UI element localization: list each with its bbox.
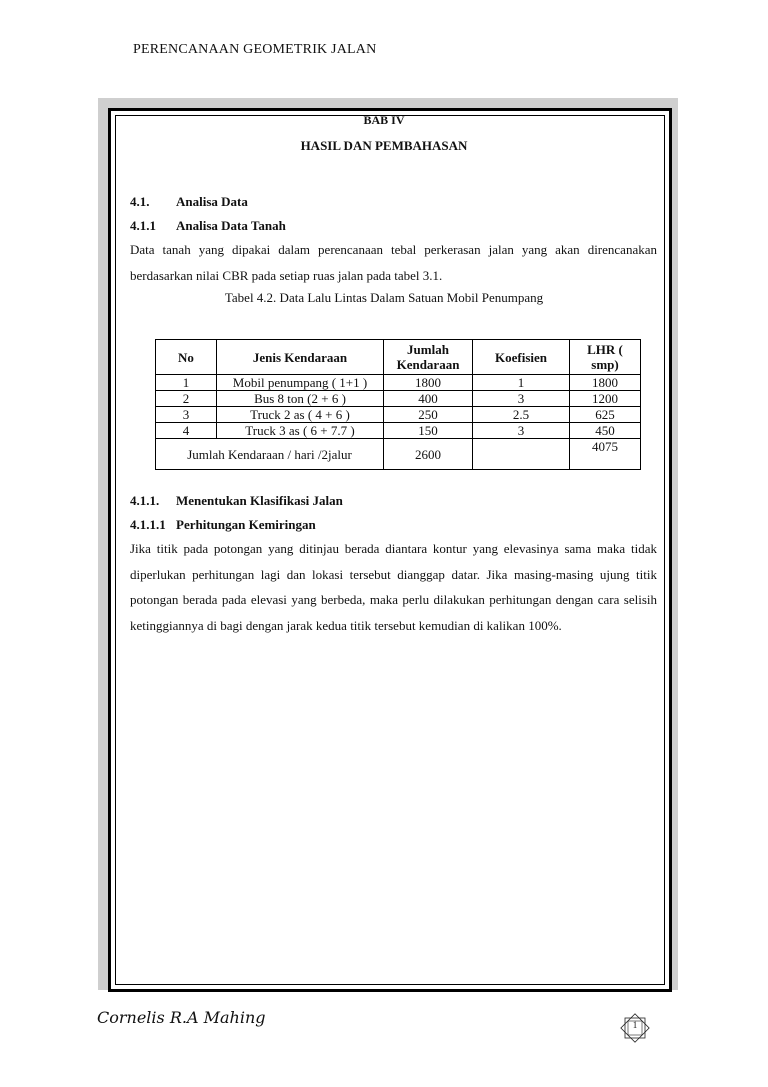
cell-jumlah: 1800: [384, 375, 473, 391]
paragraph: Jika titik pada potongan yang ditinjau berada diantara kontur yang elevasinya sama maka tidak diperlukan perhitungan lagi dan lokasi tersebut dianggap datar. Jika masing-masing ujung titik potongan berada pada elevasi yang berbeda, maka perlu dilakukan perhitungan dengan cara selisih ketinggiannya di bagi dengan jarak kedua titik tersebut kemudian di kalikan 100%.: [130, 541, 657, 633]
cell-jumlah: 250: [384, 407, 473, 423]
page-number: 1: [632, 1020, 638, 1030]
table-row: [156, 423, 641, 439]
cell-no: 4: [156, 423, 217, 439]
section-title: Analisa Data: [176, 194, 248, 209]
cell-koefisien: 3: [473, 391, 570, 407]
cell-lhr: 1200: [570, 391, 641, 407]
col-header-koefisien: Koefisien: [473, 340, 570, 375]
author-name: Cornelis R.A Mahing: [97, 1008, 266, 1027]
table-row: [156, 407, 641, 423]
section-heading: [130, 517, 316, 533]
section-number: 4.1.1: [130, 218, 156, 233]
cell-koefisien: 3: [473, 423, 570, 439]
cell-lhr: 450: [570, 423, 641, 439]
cell-lhr: 625: [570, 407, 641, 423]
table-row: [156, 391, 641, 407]
cell-koefisien: 1: [473, 375, 570, 391]
section-title: Perhitungan Kemiringan: [176, 517, 316, 532]
running-header: PERENCANAAN GEOMETRIK JALAN: [133, 42, 377, 57]
table-header-row: [156, 340, 641, 375]
cell-jenis: Mobil penumpang ( 1+1 ): [217, 375, 384, 391]
section-heading: [130, 218, 286, 234]
section-heading: [130, 493, 343, 509]
section-heading: [130, 194, 248, 210]
chapter-title: HASIL DAN PEMBAHASAN: [300, 138, 468, 153]
total-label: Jumlah Kendaraan / hari /2jalur: [156, 439, 384, 470]
total-jumlah: 2600: [384, 439, 473, 470]
cell-jenis: Truck 2 as ( 4 + 6 ): [217, 407, 384, 423]
cell-jenis: Truck 3 as ( 6 + 7.7 ): [217, 423, 384, 439]
section-number: 4.1.1.: [130, 493, 160, 508]
col-header-jumlah: Jumlah Kendaraan: [384, 340, 473, 375]
traffic-table: [155, 339, 641, 470]
section-number: 4.1.: [130, 194, 150, 209]
section-title: Analisa Data Tanah: [176, 218, 286, 233]
table-total-row: [156, 439, 641, 470]
col-header-no: No: [156, 340, 217, 375]
col-header-jenis: Jenis Kendaraan: [217, 340, 384, 375]
cell-no: 1: [156, 375, 217, 391]
cell-lhr: 1800: [570, 375, 641, 391]
total-lhr: 4075: [570, 439, 641, 470]
chapter-number: BAB IV: [363, 113, 405, 127]
cell-jumlah: 400: [384, 391, 473, 407]
col-header-lhr: LHR ( smp): [570, 340, 641, 375]
section-title: Menentukan Klasifikasi Jalan: [176, 493, 343, 508]
total-koefisien-empty: [473, 439, 570, 470]
table-row: [156, 375, 641, 391]
cell-jumlah: 150: [384, 423, 473, 439]
section-number: 4.1.1.1: [130, 517, 166, 532]
cell-no: 2: [156, 391, 217, 407]
cell-jenis: Bus 8 ton (2 + 6 ): [217, 391, 384, 407]
cell-koefisien: 2.5: [473, 407, 570, 423]
cell-no: 3: [156, 407, 217, 423]
table-caption: Tabel 4.2. Data Lalu Lintas Dalam Satuan Mobil Penumpang: [224, 290, 544, 305]
paragraph: Data tanah yang dipakai dalam perencanaan tebal perkerasan jalan yang akan direncanakan berdasarkan nilai CBR pada setiap ruas jalan pada tabel 3.1.: [130, 242, 657, 283]
